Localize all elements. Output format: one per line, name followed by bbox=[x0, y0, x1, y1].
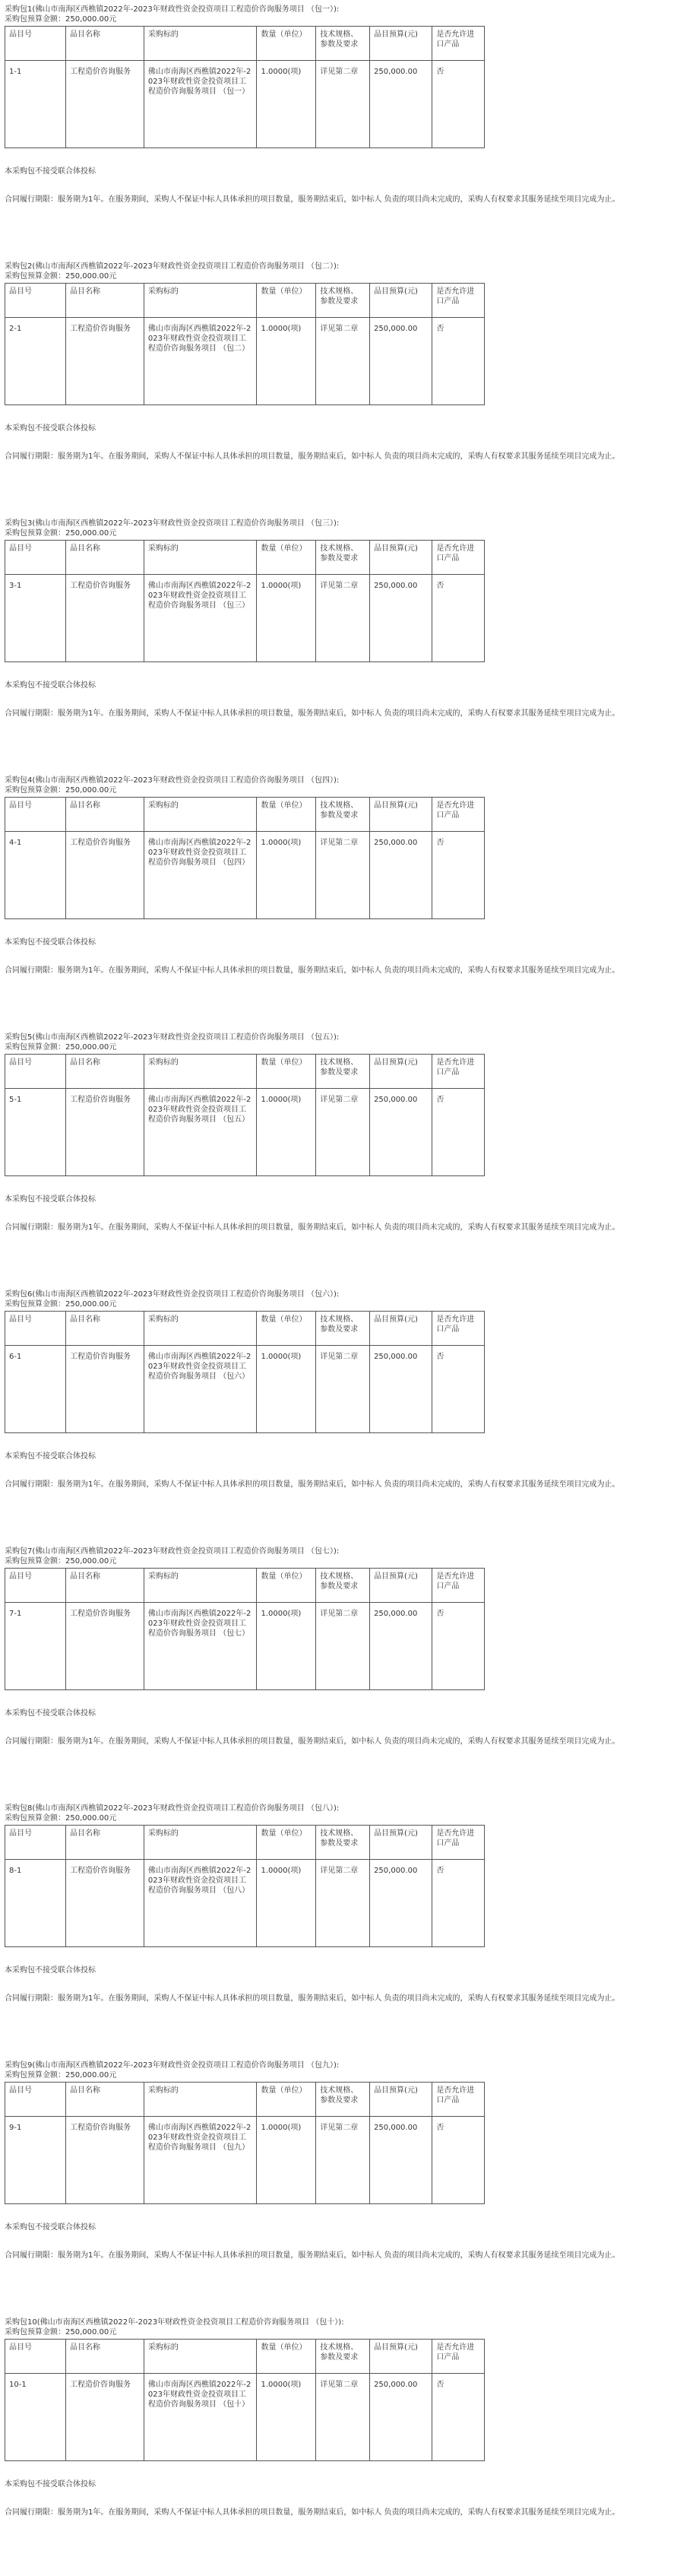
consortium-note: 本采购包不接受联合体投标 bbox=[5, 681, 96, 690]
table-header-row bbox=[5, 1569, 485, 1603]
header-item-name: 品目名称 bbox=[66, 1569, 144, 1603]
contract-term: 合同履行期限：服务期为1年。在服务期间，采购人不保证中标人具体承担的项目数量，服务期结束后，如中标人 负责的项目尚未完成的，采购人有权要求其服务延续至项目完成为止。 bbox=[5, 1994, 620, 2003]
header-spec: 技术规格、参数及要求 bbox=[316, 27, 370, 61]
package-title: 采购包7(佛山市南海区西樵镇2022年-2023年财政性资金投资项目工程造价咨询服务项目 （包七）): bbox=[5, 1547, 340, 1556]
header-item-name: 品目名称 bbox=[66, 541, 144, 575]
contract-term: 合同履行期限：服务期为1年。在服务期间，采购人不保证中标人具体承担的项目数量，服务期结束后，如中标人 负责的项目尚未完成的，采购人有权要求其服务延续至项目完成为止。 bbox=[5, 2251, 620, 2260]
table-row bbox=[5, 318, 485, 405]
package-budget: 采购包预算金额：250,000.00元 bbox=[5, 272, 117, 281]
header-import: 是否允许进口产品 bbox=[432, 284, 485, 318]
package-title: 采购包1(佛山市南海区西樵镇2022年-2023年财政性资金投资项目工程造价咨询服务项目 （包一）): bbox=[5, 5, 340, 14]
cell-budget: 250,000.00 bbox=[370, 1346, 432, 1433]
header-quantity: 数量（单位） bbox=[257, 1826, 316, 1860]
cell-quantity: 1.0000(项) bbox=[257, 1346, 316, 1433]
header-item-no: 品目号 bbox=[5, 284, 66, 318]
header-quantity: 数量（单位） bbox=[257, 798, 316, 832]
header-target: 采购标的 bbox=[144, 27, 257, 61]
header-target: 采购标的 bbox=[144, 1312, 257, 1346]
cell-target: 佛山市南海区西樵镇2022年-2023年财政性资金投资项目工程造价咨询服务项目 （包五） bbox=[144, 1089, 257, 1176]
header-item-name: 品目名称 bbox=[66, 798, 144, 832]
package-table bbox=[5, 1568, 485, 1690]
header-item-name: 品目名称 bbox=[66, 2083, 144, 2117]
cell-quantity: 1.0000(项) bbox=[257, 1089, 316, 1176]
header-item-no: 品目号 bbox=[5, 1826, 66, 1860]
table-row bbox=[5, 2117, 485, 2204]
header-budget: 品目预算(元) bbox=[370, 27, 432, 61]
package-title: 采购包8(佛山市南海区西樵镇2022年-2023年财政性资金投资项目工程造价咨询服务项目 （包八）): bbox=[5, 1804, 340, 1813]
header-budget: 品目预算(元) bbox=[370, 541, 432, 575]
cell-budget: 250,000.00 bbox=[370, 1860, 432, 1947]
cell-spec: 详见第二章 bbox=[316, 575, 370, 662]
package-title: 采购包2(佛山市南海区西樵镇2022年-2023年财政性资金投资项目工程造价咨询服务项目 （包二）): bbox=[5, 262, 340, 271]
package-title: 采购包5(佛山市南海区西樵镇2022年-2023年财政性资金投资项目工程造价咨询服务项目 （包五）): bbox=[5, 1033, 340, 1042]
cell-budget: 250,000.00 bbox=[370, 2117, 432, 2204]
contract-term: 合同履行期限：服务期为1年。在服务期间，采购人不保证中标人具体承担的项目数量，服务期结束后，如中标人 负责的项目尚未完成的，采购人有权要求其服务延续至项目完成为止。 bbox=[5, 1737, 620, 1746]
consortium-note: 本采购包不接受联合体投标 bbox=[5, 1452, 96, 1461]
package-table bbox=[5, 797, 485, 919]
cell-spec: 详见第二章 bbox=[316, 1089, 370, 1176]
header-spec: 技术规格、参数及要求 bbox=[316, 284, 370, 318]
header-budget: 品目预算(元) bbox=[370, 1569, 432, 1603]
cell-item-name: 工程造价咨询服务 bbox=[66, 1860, 144, 1947]
header-item-name: 品目名称 bbox=[66, 1826, 144, 1860]
procurement-package bbox=[5, 5, 691, 262]
package-table bbox=[5, 1825, 485, 1947]
contract-term: 合同履行期限：服务期为1年。在服务期间，采购人不保证中标人具体承担的项目数量，服务期结束后，如中标人 负责的项目尚未完成的，采购人有权要求其服务延续至项目完成为止。 bbox=[5, 709, 620, 718]
procurement-package bbox=[5, 2317, 691, 2574]
header-item-no: 品目号 bbox=[5, 2340, 66, 2374]
procurement-package bbox=[5, 2060, 691, 2317]
procurement-package bbox=[5, 1804, 691, 2060]
header-item-no: 品目号 bbox=[5, 1055, 66, 1089]
cell-target: 佛山市南海区西樵镇2022年-2023年财政性资金投资项目工程造价咨询服务项目 （包一） bbox=[144, 61, 257, 148]
cell-item-no: 5-1 bbox=[5, 1089, 66, 1176]
cell-budget: 250,000.00 bbox=[370, 832, 432, 919]
header-target: 采购标的 bbox=[144, 1569, 257, 1603]
package-title: 采购包9(佛山市南海区西樵镇2022年-2023年财政性资金投资项目工程造价咨询服务项目 （包九）): bbox=[5, 2061, 340, 2070]
header-target: 采购标的 bbox=[144, 541, 257, 575]
cell-item-name: 工程造价咨询服务 bbox=[66, 2374, 144, 2461]
header-spec: 技术规格、参数及要求 bbox=[316, 1055, 370, 1089]
consortium-note: 本采购包不接受联合体投标 bbox=[5, 1709, 96, 1718]
header-item-no: 品目号 bbox=[5, 2083, 66, 2117]
cell-import: 否 bbox=[432, 2374, 485, 2461]
cell-item-no: 6-1 bbox=[5, 1346, 66, 1433]
cell-import: 否 bbox=[432, 318, 485, 405]
table-header-row bbox=[5, 1055, 485, 1089]
header-spec: 技术规格、参数及要求 bbox=[316, 2340, 370, 2374]
header-budget: 品目预算(元) bbox=[370, 284, 432, 318]
cell-spec: 详见第二章 bbox=[316, 2117, 370, 2204]
procurement-package bbox=[5, 1547, 691, 1804]
table-header-row bbox=[5, 541, 485, 575]
cell-import: 否 bbox=[432, 832, 485, 919]
cell-budget: 250,000.00 bbox=[370, 318, 432, 405]
cell-item-no: 9-1 bbox=[5, 2117, 66, 2204]
cell-import: 否 bbox=[432, 1860, 485, 1947]
consortium-note: 本采购包不接受联合体投标 bbox=[5, 1966, 96, 1975]
package-budget: 采购包预算金额：250,000.00元 bbox=[5, 1300, 117, 1309]
header-spec: 技术规格、参数及要求 bbox=[316, 1312, 370, 1346]
cell-item-name: 工程造价咨询服务 bbox=[66, 61, 144, 148]
header-quantity: 数量（单位） bbox=[257, 2083, 316, 2117]
table-header-row bbox=[5, 284, 485, 318]
cell-item-name: 工程造价咨询服务 bbox=[66, 318, 144, 405]
consortium-note: 本采购包不接受联合体投标 bbox=[5, 1195, 96, 1204]
cell-item-no: 7-1 bbox=[5, 1603, 66, 1690]
cell-item-no: 3-1 bbox=[5, 575, 66, 662]
cell-spec: 详见第二章 bbox=[316, 61, 370, 148]
header-budget: 品目预算(元) bbox=[370, 1055, 432, 1089]
contract-term: 合同履行期限：服务期为1年。在服务期间，采购人不保证中标人具体承担的项目数量，服务期结束后，如中标人 负责的项目尚未完成的，采购人有权要求其服务延续至项目完成为止。 bbox=[5, 966, 620, 975]
cell-target: 佛山市南海区西樵镇2022年-2023年财政性资金投资项目工程造价咨询服务项目 （包三） bbox=[144, 575, 257, 662]
package-table bbox=[5, 2082, 485, 2204]
header-import: 是否允许进口产品 bbox=[432, 798, 485, 832]
consortium-note: 本采购包不接受联合体投标 bbox=[5, 167, 96, 176]
consortium-note: 本采购包不接受联合体投标 bbox=[5, 2480, 96, 2489]
table-row bbox=[5, 61, 485, 148]
package-table bbox=[5, 1054, 485, 1176]
procurement-package bbox=[5, 262, 691, 519]
header-item-no: 品目号 bbox=[5, 27, 66, 61]
package-table bbox=[5, 26, 485, 148]
header-import: 是否允许进口产品 bbox=[432, 1569, 485, 1603]
cell-import: 否 bbox=[432, 2117, 485, 2204]
cell-budget: 250,000.00 bbox=[370, 575, 432, 662]
contract-term: 合同履行期限：服务期为1年。在服务期间，采购人不保证中标人具体承担的项目数量，服务期结束后，如中标人 负责的项目尚未完成的，采购人有权要求其服务延续至项目完成为止。 bbox=[5, 195, 620, 204]
table-header-row bbox=[5, 27, 485, 61]
cell-item-name: 工程造价咨询服务 bbox=[66, 832, 144, 919]
cell-quantity: 1.0000(项) bbox=[257, 318, 316, 405]
header-budget: 品目预算(元) bbox=[370, 1312, 432, 1346]
package-table bbox=[5, 1311, 485, 1433]
cell-target: 佛山市南海区西樵镇2022年-2023年财政性资金投资项目工程造价咨询服务项目 （包六） bbox=[144, 1346, 257, 1433]
procurement-package bbox=[5, 1290, 691, 1547]
table-row bbox=[5, 1089, 485, 1176]
cell-quantity: 1.0000(项) bbox=[257, 832, 316, 919]
cell-item-name: 工程造价咨询服务 bbox=[66, 2117, 144, 2204]
procurement-package bbox=[5, 1033, 691, 1290]
package-budget: 采购包预算金额：250,000.00元 bbox=[5, 786, 117, 795]
header-budget: 品目预算(元) bbox=[370, 798, 432, 832]
cell-spec: 详见第二章 bbox=[316, 318, 370, 405]
package-table bbox=[5, 283, 485, 405]
cell-target: 佛山市南海区西樵镇2022年-2023年财政性资金投资项目工程造价咨询服务项目 （包四） bbox=[144, 832, 257, 919]
header-spec: 技术规格、参数及要求 bbox=[316, 798, 370, 832]
package-table bbox=[5, 540, 485, 662]
header-target: 采购标的 bbox=[144, 284, 257, 318]
package-budget: 采购包预算金额：250,000.00元 bbox=[5, 15, 117, 24]
header-spec: 技术规格、参数及要求 bbox=[316, 2083, 370, 2117]
table-row bbox=[5, 575, 485, 662]
procurement-package bbox=[5, 519, 691, 776]
package-budget: 采购包预算金额：250,000.00元 bbox=[5, 1043, 117, 1052]
consortium-note: 本采购包不接受联合体投标 bbox=[5, 2223, 96, 2232]
header-target: 采购标的 bbox=[144, 1826, 257, 1860]
cell-quantity: 1.0000(项) bbox=[257, 2374, 316, 2461]
header-import: 是否允许进口产品 bbox=[432, 27, 485, 61]
cell-spec: 详见第二章 bbox=[316, 2374, 370, 2461]
table-header-row bbox=[5, 1826, 485, 1860]
cell-quantity: 1.0000(项) bbox=[257, 2117, 316, 2204]
header-item-name: 品目名称 bbox=[66, 27, 144, 61]
package-table bbox=[5, 2339, 485, 2461]
cell-target: 佛山市南海区西樵镇2022年-2023年财政性资金投资项目工程造价咨询服务项目 （包十） bbox=[144, 2374, 257, 2461]
cell-quantity: 1.0000(项) bbox=[257, 1603, 316, 1690]
cell-import: 否 bbox=[432, 1089, 485, 1176]
header-quantity: 数量（单位） bbox=[257, 284, 316, 318]
table-row bbox=[5, 832, 485, 919]
header-import: 是否允许进口产品 bbox=[432, 2340, 485, 2374]
table-header-row bbox=[5, 2083, 485, 2117]
cell-spec: 详见第二章 bbox=[316, 832, 370, 919]
table-header-row bbox=[5, 798, 485, 832]
header-target: 采购标的 bbox=[144, 2340, 257, 2374]
header-item-no: 品目号 bbox=[5, 1312, 66, 1346]
package-budget: 采购包预算金额：250,000.00元 bbox=[5, 529, 117, 538]
header-item-name: 品目名称 bbox=[66, 1055, 144, 1089]
contract-term: 合同履行期限：服务期为1年。在服务期间，采购人不保证中标人具体承担的项目数量，服务期结束后，如中标人 负责的项目尚未完成的，采购人有权要求其服务延续至项目完成为止。 bbox=[5, 1480, 620, 1489]
table-row bbox=[5, 2374, 485, 2461]
header-quantity: 数量（单位） bbox=[257, 1055, 316, 1089]
header-target: 采购标的 bbox=[144, 798, 257, 832]
header-spec: 技术规格、参数及要求 bbox=[316, 1569, 370, 1603]
cell-import: 否 bbox=[432, 1603, 485, 1690]
contract-term: 合同履行期限：服务期为1年。在服务期间，采购人不保证中标人具体承担的项目数量，服务期结束后，如中标人 负责的项目尚未完成的，采购人有权要求其服务延续至项目完成为止。 bbox=[5, 452, 620, 461]
header-target: 采购标的 bbox=[144, 2083, 257, 2117]
cell-item-no: 8-1 bbox=[5, 1860, 66, 1947]
cell-item-name: 工程造价咨询服务 bbox=[66, 1603, 144, 1690]
table-row bbox=[5, 1860, 485, 1947]
header-quantity: 数量（单位） bbox=[257, 1312, 316, 1346]
header-import: 是否允许进口产品 bbox=[432, 1826, 485, 1860]
package-budget: 采购包预算金额：250,000.00元 bbox=[5, 2328, 117, 2336]
cell-target: 佛山市南海区西樵镇2022年-2023年财政性资金投资项目工程造价咨询服务项目 （包九） bbox=[144, 2117, 257, 2204]
header-target: 采购标的 bbox=[144, 1055, 257, 1089]
cell-item-name: 工程造价咨询服务 bbox=[66, 1089, 144, 1176]
header-import: 是否允许进口产品 bbox=[432, 541, 485, 575]
cell-item-no: 1-1 bbox=[5, 61, 66, 148]
header-item-no: 品目号 bbox=[5, 1569, 66, 1603]
header-item-no: 品目号 bbox=[5, 798, 66, 832]
cell-quantity: 1.0000(项) bbox=[257, 1860, 316, 1947]
cell-import: 否 bbox=[432, 1346, 485, 1433]
cell-import: 否 bbox=[432, 575, 485, 662]
header-import: 是否允许进口产品 bbox=[432, 1055, 485, 1089]
header-budget: 品目预算(元) bbox=[370, 1826, 432, 1860]
header-quantity: 数量（单位） bbox=[257, 1569, 316, 1603]
cell-item-no: 4-1 bbox=[5, 832, 66, 919]
cell-target: 佛山市南海区西樵镇2022年-2023年财政性资金投资项目工程造价咨询服务项目 （包八） bbox=[144, 1860, 257, 1947]
cell-budget: 250,000.00 bbox=[370, 1603, 432, 1690]
consortium-note: 本采购包不接受联合体投标 bbox=[5, 424, 96, 433]
cell-import: 否 bbox=[432, 61, 485, 148]
header-spec: 技术规格、参数及要求 bbox=[316, 1826, 370, 1860]
cell-target: 佛山市南海区西樵镇2022年-2023年财政性资金投资项目工程造价咨询服务项目 （包七） bbox=[144, 1603, 257, 1690]
cell-budget: 250,000.00 bbox=[370, 61, 432, 148]
table-row bbox=[5, 1346, 485, 1433]
header-import: 是否允许进口产品 bbox=[432, 1312, 485, 1346]
cell-spec: 详见第二章 bbox=[316, 1346, 370, 1433]
package-budget: 采购包预算金额：250,000.00元 bbox=[5, 1557, 117, 1566]
contract-term: 合同履行期限：服务期为1年。在服务期间，采购人不保证中标人具体承担的项目数量，服务期结束后，如中标人 负责的项目尚未完成的，采购人有权要求其服务延续至项目完成为止。 bbox=[5, 1223, 620, 1232]
header-item-name: 品目名称 bbox=[66, 284, 144, 318]
table-row bbox=[5, 1603, 485, 1690]
package-budget: 采购包预算金额：250,000.00元 bbox=[5, 2071, 117, 2080]
consortium-note: 本采购包不接受联合体投标 bbox=[5, 938, 96, 947]
cell-item-no: 2-1 bbox=[5, 318, 66, 405]
cell-item-name: 工程造价咨询服务 bbox=[66, 1346, 144, 1433]
header-quantity: 数量（单位） bbox=[257, 541, 316, 575]
header-item-name: 品目名称 bbox=[66, 1312, 144, 1346]
table-header-row bbox=[5, 2340, 485, 2374]
header-quantity: 数量（单位） bbox=[257, 27, 316, 61]
cell-spec: 详见第二章 bbox=[316, 1860, 370, 1947]
package-title: 采购包3(佛山市南海区西樵镇2022年-2023年财政性资金投资项目工程造价咨询服务项目 （包三）): bbox=[5, 519, 340, 528]
header-budget: 品目预算(元) bbox=[370, 2083, 432, 2117]
package-budget: 采购包预算金额：250,000.00元 bbox=[5, 1814, 117, 1823]
header-item-name: 品目名称 bbox=[66, 2340, 144, 2374]
cell-quantity: 1.0000(项) bbox=[257, 61, 316, 148]
cell-spec: 详见第二章 bbox=[316, 1603, 370, 1690]
cell-quantity: 1.0000(项) bbox=[257, 575, 316, 662]
header-budget: 品目预算(元) bbox=[370, 2340, 432, 2374]
table-header-row bbox=[5, 1312, 485, 1346]
header-import: 是否允许进口产品 bbox=[432, 2083, 485, 2117]
package-title: 采购包6(佛山市南海区西樵镇2022年-2023年财政性资金投资项目工程造价咨询服务项目 （包六）): bbox=[5, 1290, 340, 1299]
cell-budget: 250,000.00 bbox=[370, 2374, 432, 2461]
cell-target: 佛山市南海区西樵镇2022年-2023年财政性资金投资项目工程造价咨询服务项目 （包二） bbox=[144, 318, 257, 405]
contract-term: 合同履行期限：服务期为1年。在服务期间，采购人不保证中标人具体承担的项目数量，服务期结束后，如中标人 负责的项目尚未完成的，采购人有权要求其服务延续至项目完成为止。 bbox=[5, 2508, 620, 2517]
package-title: 采购包4(佛山市南海区西樵镇2022年-2023年财政性资金投资项目工程造价咨询服务项目 （包四）): bbox=[5, 776, 340, 785]
package-title: 采购包10(佛山市南海区西樵镇2022年-2023年财政性资金投资项目工程造价咨询服务项目 （包十）): bbox=[5, 2318, 344, 2327]
header-item-no: 品目号 bbox=[5, 541, 66, 575]
cell-item-name: 工程造价咨询服务 bbox=[66, 575, 144, 662]
procurement-package bbox=[5, 776, 691, 1033]
cell-item-no: 10-1 bbox=[5, 2374, 66, 2461]
cell-budget: 250,000.00 bbox=[370, 1089, 432, 1176]
header-quantity: 数量（单位） bbox=[257, 2340, 316, 2374]
header-spec: 技术规格、参数及要求 bbox=[316, 541, 370, 575]
